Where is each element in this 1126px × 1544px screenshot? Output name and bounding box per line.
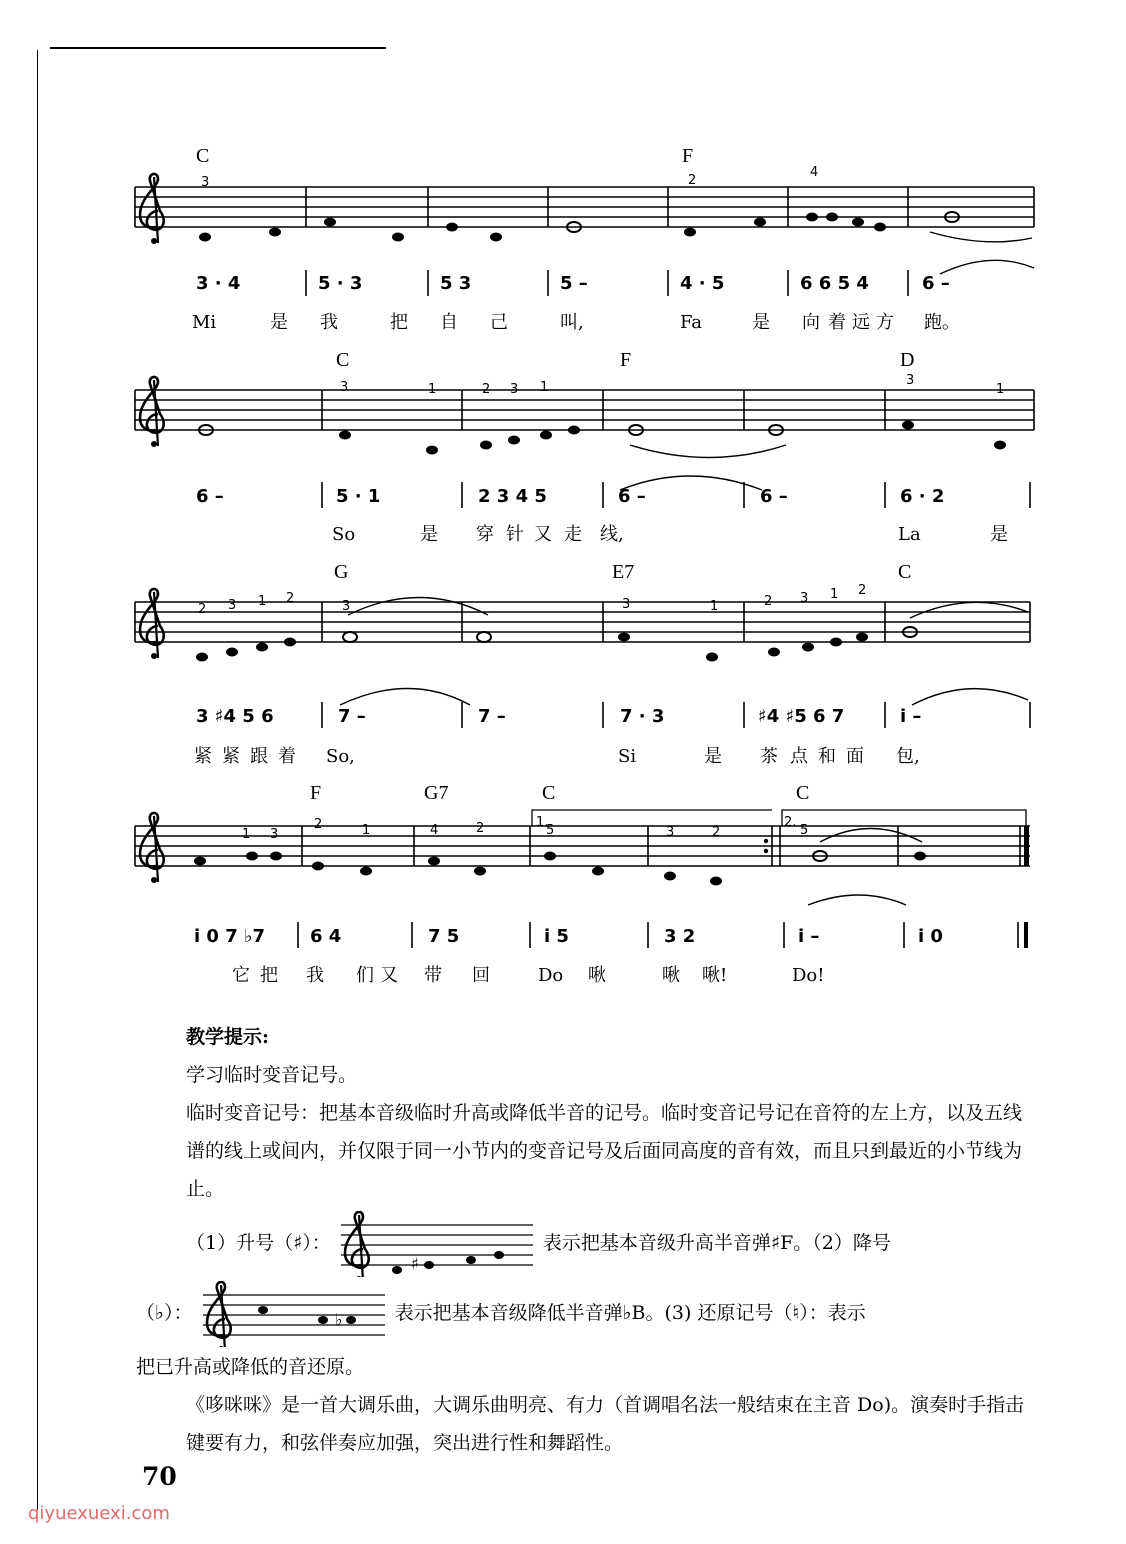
chord-symbol: F xyxy=(682,145,694,167)
fingering: 3 xyxy=(510,382,519,397)
lyric: 回 xyxy=(472,965,490,986)
treble-clef-icon xyxy=(140,589,164,659)
lyric: Fa xyxy=(680,312,702,333)
lyric: 和 xyxy=(818,746,836,767)
lyric: 着 xyxy=(278,746,296,767)
lyric: Do xyxy=(538,965,564,986)
tips-paragraph: 《哆咪咪》是一首大调乐曲，大调乐曲明亮、有力（首调唱名法一般结束在主音 Do)。演奏时手指击键要有力，和弦伴奏应加强，突出进行性和舞蹈性。 xyxy=(186,1394,1025,1454)
lyric: Si xyxy=(618,746,637,767)
lyric: 穿 xyxy=(476,524,494,545)
fingering: 3 xyxy=(270,827,279,842)
fingering: 1 xyxy=(428,382,437,397)
flat-label: （♭）： xyxy=(136,1302,193,1324)
tips-paragraph: 把已升高或降低的音还原。 xyxy=(136,1356,365,1378)
fingering: 1 xyxy=(710,599,719,614)
treble-clef-icon xyxy=(140,377,164,447)
lyric: 紧 xyxy=(194,746,212,767)
fingering: 2 xyxy=(314,817,323,832)
jianpu-measure: i – xyxy=(798,926,820,947)
row2 xyxy=(196,349,1030,545)
lyric: 带 xyxy=(424,965,442,986)
chord-symbol: C xyxy=(196,145,210,167)
lyric: 把 xyxy=(260,965,278,986)
fingering: 3 xyxy=(342,599,351,614)
chord-symbol: E7 xyxy=(612,561,635,583)
row3 xyxy=(194,561,1030,767)
jianpu-measure: 5 – xyxy=(560,273,588,294)
jianpu-measure: 6 6 5 4 xyxy=(800,273,869,294)
jianpu-measure: 7 – xyxy=(478,706,506,727)
lyric: 又 xyxy=(380,965,398,986)
treble-clef-icon xyxy=(140,174,164,244)
jianpu-measure: 6 – xyxy=(196,486,224,507)
svg-text:♯: ♯ xyxy=(410,1254,419,1273)
jianpu-measure: i – xyxy=(900,706,922,727)
jianpu-measure: 4 · 5 xyxy=(680,273,725,294)
jianpu-measure: 6 4 xyxy=(310,926,342,947)
fingering: 3 xyxy=(201,175,210,190)
lyric: So xyxy=(332,524,356,545)
jianpu-measure: 3 ♯4 5 6 xyxy=(196,706,274,727)
lyric: 线, xyxy=(600,524,624,545)
fingering: 1 xyxy=(830,587,839,602)
lyric: 是 xyxy=(990,524,1008,545)
jianpu-measure: 3 · 4 xyxy=(196,273,241,294)
lyric: 是 xyxy=(420,524,438,545)
lyric: 着 xyxy=(828,312,846,333)
tips-paragraph: 临时变音记号：把基本音级临时升高或降低半音的记号。临时变音记号记在音符的左上方，以及五线谱的线上或间内，并仅限于同一小节内的变音记号及后面同高度的音有效，而且只到最近的小节线为止。 xyxy=(186,1102,1023,1200)
sharp-example xyxy=(136,1208,1031,1278)
fingering: 2 xyxy=(688,173,697,188)
lyric: 点 xyxy=(790,746,808,767)
lyric: 啾! xyxy=(702,965,728,986)
volta-label: 2. xyxy=(784,815,797,830)
sharp-text: 表示把基本音级升高半音弹♯F。（2）降号 xyxy=(542,1232,891,1254)
lyric: 紧 xyxy=(222,746,240,767)
lyric: 啾 xyxy=(588,965,606,986)
lyric: Mi xyxy=(192,312,217,333)
lyric: 啾 xyxy=(662,965,680,986)
jianpu-measure: i 0 xyxy=(918,926,943,947)
fingering: 1 xyxy=(996,382,1005,397)
jianpu-measure: 5 · 1 xyxy=(336,486,381,507)
lyric: 我 xyxy=(320,312,338,333)
lyric: 向 xyxy=(802,312,820,333)
fingering: 1 xyxy=(540,380,549,395)
lyric: 叫, xyxy=(560,312,584,333)
row1 xyxy=(192,145,960,333)
chord-symbol: C xyxy=(898,561,912,583)
jianpu-measure: 5 · 3 xyxy=(318,273,363,294)
jianpu-measure: 7 · 3 xyxy=(620,706,665,727)
row4 xyxy=(194,782,1028,986)
fingering: 1 xyxy=(242,827,251,842)
lyric: 跑。 xyxy=(924,312,960,333)
jianpu-measure: i 0 7 ♭7 xyxy=(194,926,266,947)
lyric: La xyxy=(898,524,921,545)
lyric: 面 xyxy=(846,746,864,767)
flat-text: 表示把基本音级降低半音弹♭B。(3) 还原记号（♮）：表示 xyxy=(394,1302,866,1324)
lyric: 远 xyxy=(852,312,870,333)
lyric: 方 xyxy=(876,312,894,333)
page-number: 70 xyxy=(142,1462,177,1491)
fingering: 2 xyxy=(858,583,867,598)
lyric: 走 xyxy=(564,524,582,545)
fingering: 2 xyxy=(712,825,721,840)
jianpu-measure: 2 3 4 5 xyxy=(478,486,547,507)
lyric: 们 xyxy=(356,965,374,986)
fingering: 2 xyxy=(286,591,295,606)
lyric: 是 xyxy=(270,312,288,333)
chord-symbol: G7 xyxy=(424,782,449,804)
lyric: 针 xyxy=(506,524,524,545)
fingering: 3 xyxy=(666,825,675,840)
jianpu-measure: i 5 xyxy=(544,926,569,947)
fingering: 4 xyxy=(430,823,439,838)
watermark: qiyuexuexi.com xyxy=(28,1503,170,1524)
chord-symbol: F xyxy=(620,349,632,371)
jianpu-measure: 6 – xyxy=(922,273,950,294)
chord-symbol: C xyxy=(796,782,810,804)
fingering: 2 xyxy=(476,821,485,836)
jianpu-measure: 5 3 xyxy=(440,273,472,294)
lyric: 自 xyxy=(440,312,458,333)
sharp-label: （1）升号（♯）： xyxy=(186,1232,331,1254)
fingering: 5 xyxy=(546,823,555,838)
fingering: 5 xyxy=(800,823,809,838)
lyric: 跟 xyxy=(250,746,268,767)
lyric: 是 xyxy=(704,746,722,767)
fingering: 3 xyxy=(906,373,915,388)
treble-clef-icon xyxy=(140,813,164,883)
lyric: 包, xyxy=(896,746,920,767)
lyric: Do! xyxy=(792,965,825,986)
jianpu-measure: 6 – xyxy=(760,486,788,507)
jianpu-measure: 6 · 2 xyxy=(900,486,945,507)
fingering: 3 xyxy=(228,598,237,613)
jianpu-measure: 7 – xyxy=(338,706,366,727)
chord-symbol: C xyxy=(336,349,350,371)
chord-symbol: F xyxy=(310,782,322,804)
jianpu-measure: 3 2 xyxy=(664,926,696,947)
lyric: 它 xyxy=(232,965,250,986)
jianpu-measure: 6 – xyxy=(618,486,646,507)
fingering: 4 xyxy=(810,165,819,180)
fingering: 3 xyxy=(800,591,809,606)
lyric: 我 xyxy=(306,965,324,986)
jianpu-measure: ♯4 ♯5 6 7 xyxy=(758,706,845,727)
fingering: 3 xyxy=(622,597,631,612)
flat-staff-example xyxy=(199,1281,389,1347)
lyric: 把 xyxy=(390,312,408,333)
lyric: 己 xyxy=(490,312,508,333)
tips-paragraph: 学习临时变音记号。 xyxy=(186,1064,358,1086)
fingering: 1 xyxy=(362,823,371,838)
jianpu-measure: 7 5 xyxy=(428,926,460,947)
lyric: 是 xyxy=(752,312,770,333)
fingering: 2 xyxy=(482,382,491,397)
fingering: 2 xyxy=(198,602,207,617)
lyric: 茶 xyxy=(760,746,778,767)
chord-symbol: D xyxy=(900,349,915,371)
lyric: 又 xyxy=(534,524,552,545)
volta-label: 1. xyxy=(536,815,549,830)
chord-symbol: C xyxy=(542,782,556,804)
chord-symbol: G xyxy=(334,561,349,583)
svg-text:♭: ♭ xyxy=(334,1310,343,1329)
sharp-staff-example xyxy=(337,1211,537,1277)
lyric: So, xyxy=(326,746,355,767)
tips-heading: 教学提示: xyxy=(186,1026,270,1048)
fingering: 2 xyxy=(764,594,773,609)
fingering: 3 xyxy=(340,380,349,395)
teaching-tips xyxy=(136,1018,1031,1462)
flat-example xyxy=(136,1278,1031,1348)
fingering: 1 xyxy=(258,594,267,609)
